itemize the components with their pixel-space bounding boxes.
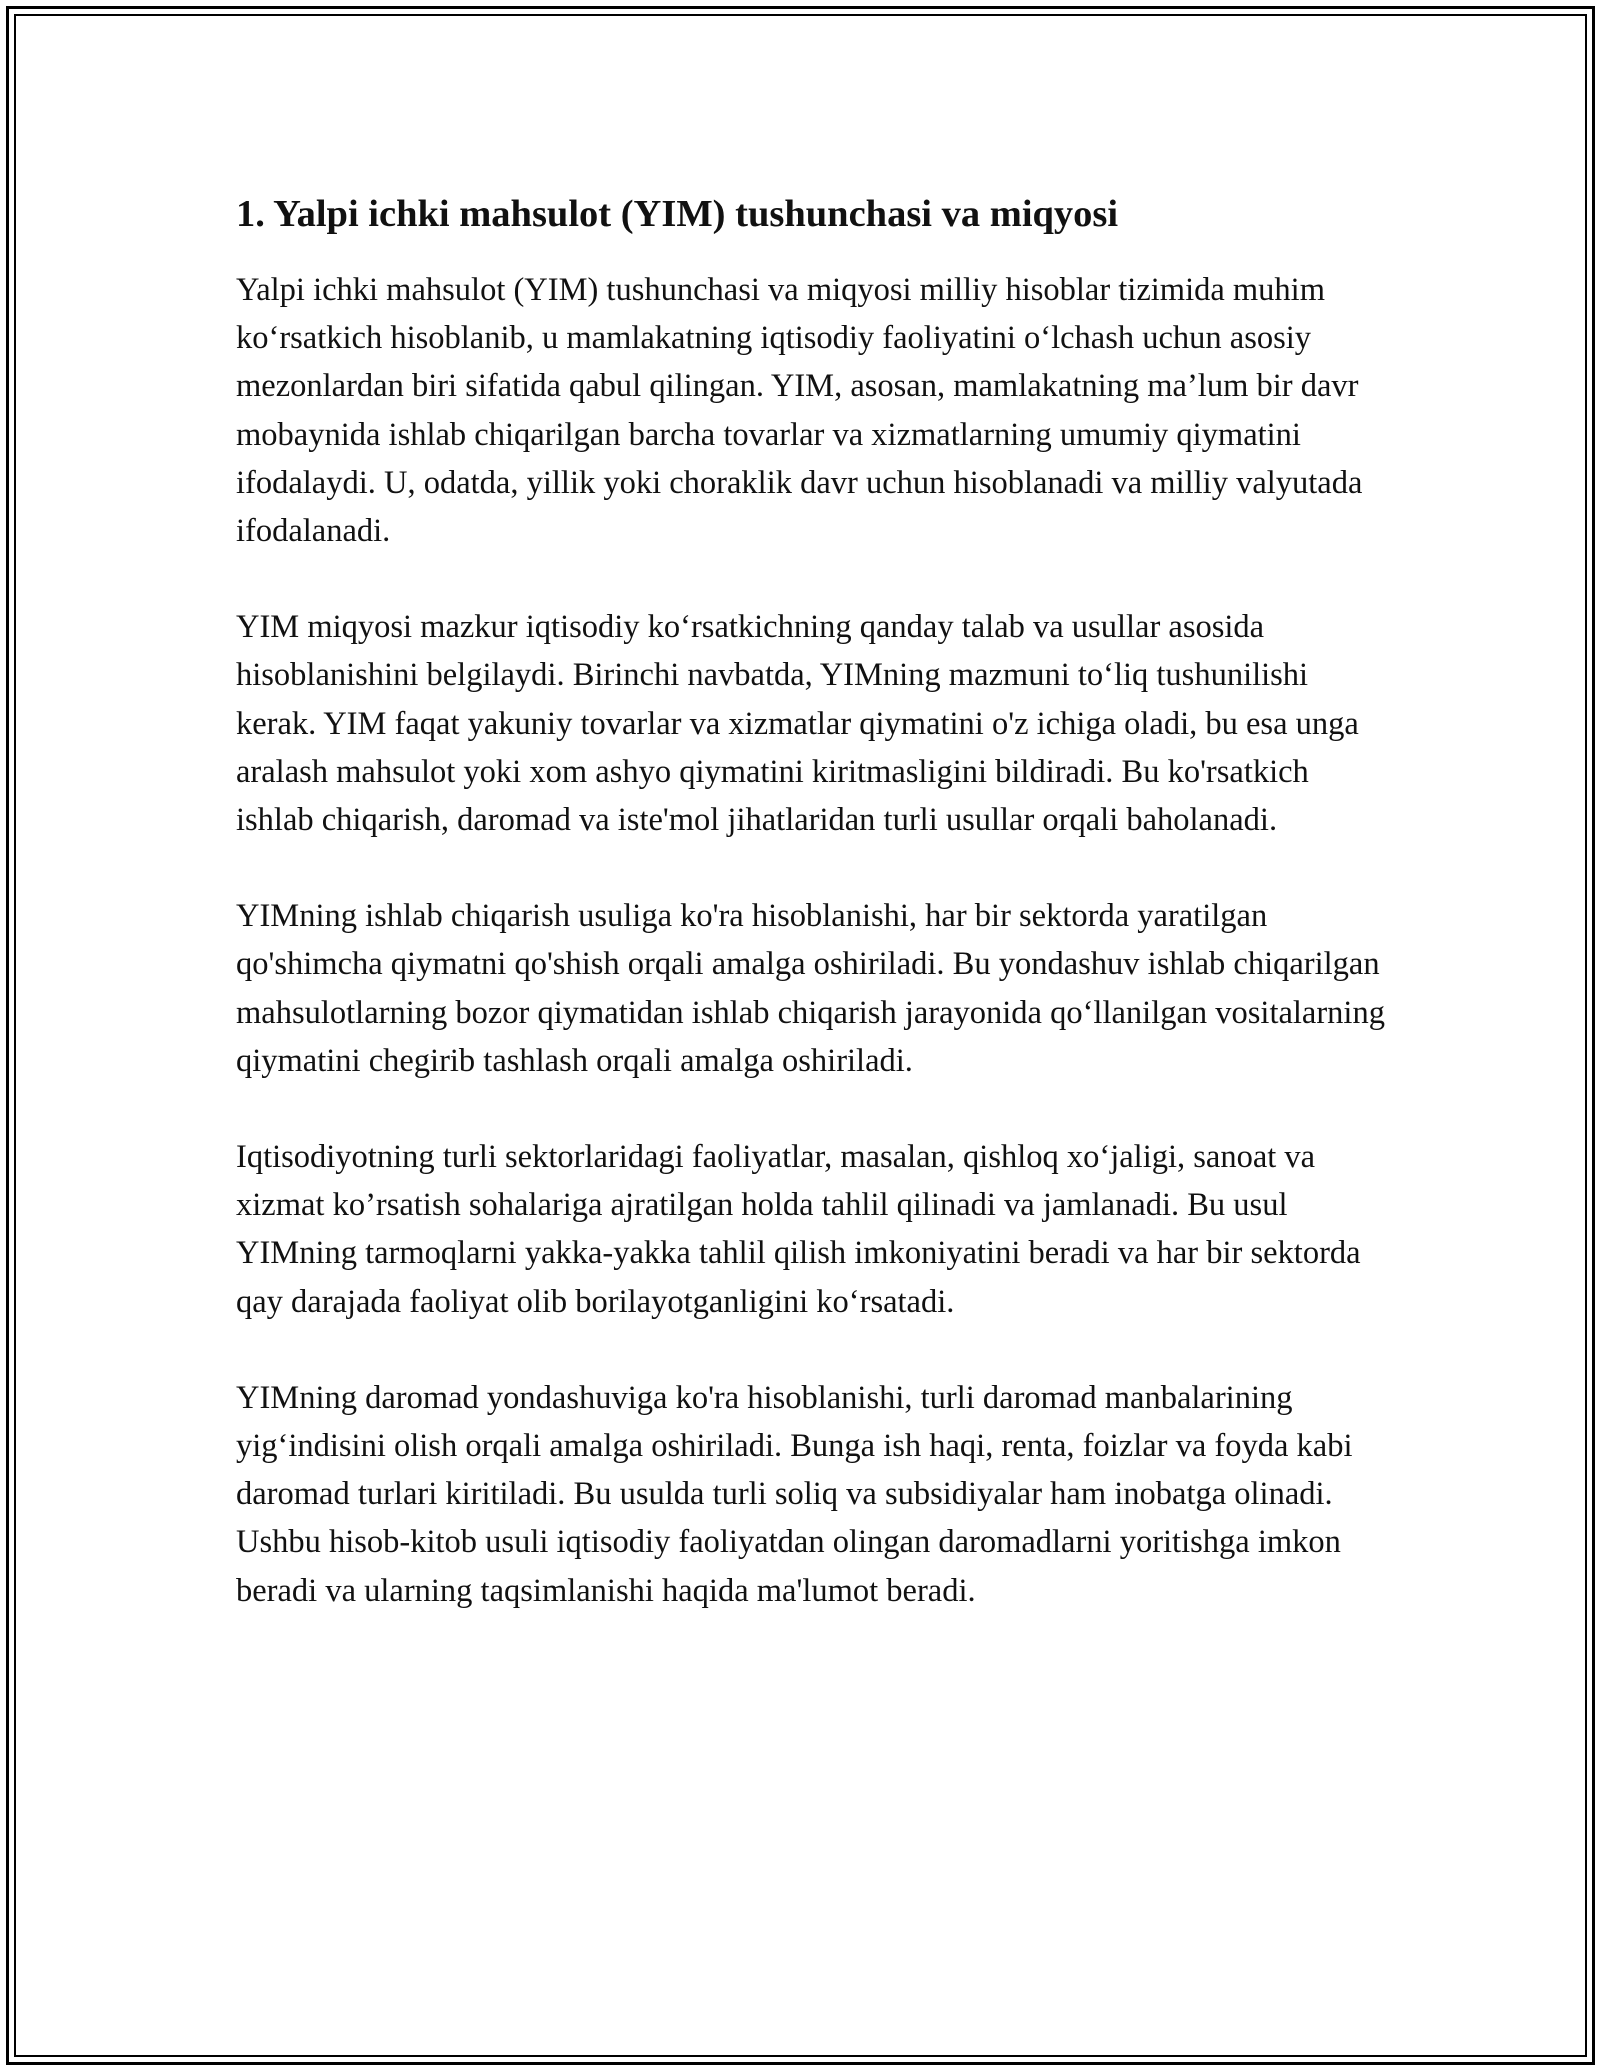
paragraph-1: Yalpi ichki mahsulot (YIM) tushunchasi va miqyosi milliy hisoblar tizimida muhim ko‘rsatkich hisoblanib, u mamlakatning iqtisodiy faoliyatini o‘lchash uchun asosiy mezonlardan biri sifatida qabul qilingan. YIM, asosan, mamlakatning ma’lum bir davr mobaynida ishlab chiqarilgan barcha tovarlar va xizmatlarning umumiy qiymatini ifodalaydi. U, odatda, yillik yoki choraklik davr uchun hisoblanadi va milliy valyutada ifodalanadi. [236, 272, 1363, 550]
paragraph-4: Iqtisodiyotning turli sektorlaridagi faoliyatlar, masalan, qishloq xo‘jaligi, sanoat va xizmat ko’rsatish sohalariga ajratilgan holda tahlil qilinadi va jamlanadi. Bu usul YIMning tarmoqlarni yakka-yakka tahlil qilish imkoniyatini beradi va har bir sektorda qay darajada faoliyat olib borilayotganligini ko‘rsatadi. [236, 1139, 1361, 1320]
paragraph-2: YIM miqyosi mazkur iqtisodiy ko‘rsatkichning qanday talab va usullar asosida hisoblanishini belgilaydi. Birinchi navbatda, YIMning mazmuni to‘liq tushunilishi kerak. YIM faqat yakuniy tovarlar va xizmatlar qiymatini o'z ichiga oladi, bu esa unga aralash mahsulot yoki xom ashyo qiymatini kiritmasligini bildiradi. Bu ko'rsatkich ishlab chiqarish, daromad va iste'mol jihatlaridan turli usullar orqali baholanadi. [236, 609, 1359, 839]
paragraph-3: YIMning ishlab chiqarish usuliga ko'ra hisoblanishi, har bir sektorda yaratilgan qo'shimcha qiymatni qo'shish orqali amalga oshiriladi. Bu yondashuv ishlab chiqarilgan mahsulotlarning bozor qiymatidan ishlab chiqarish jarayonida qo‘llanilgan vositalarning qiymatini chegirib tashlash orqali amalga oshiriladi. [236, 898, 1385, 1079]
paragraph-5: YIMning daromad yondashuviga ko'ra hisoblanishi, turli daromad manbalarining yig‘indisini olish orqali amalga oshiriladi. Bunga ish haqi, renta, foizlar va foyda kabi daromad turlari kiritiladi. Bu usulda turli soliq va subsidiyalar ham inobatga olinadi. Ushbu hisob-kitob usuli iqtisodiy faoliyatdan olingan daromadlarni yoritishga imkon beradi va ularning taqsimlanishi haqida ma'lumot beradi. [236, 1379, 1353, 1609]
section-heading: 1. Yalpi ichki mahsulot (YIM) tushunchasi va miqyosi [236, 193, 1119, 235]
document-body [236, 186, 1386, 1615]
